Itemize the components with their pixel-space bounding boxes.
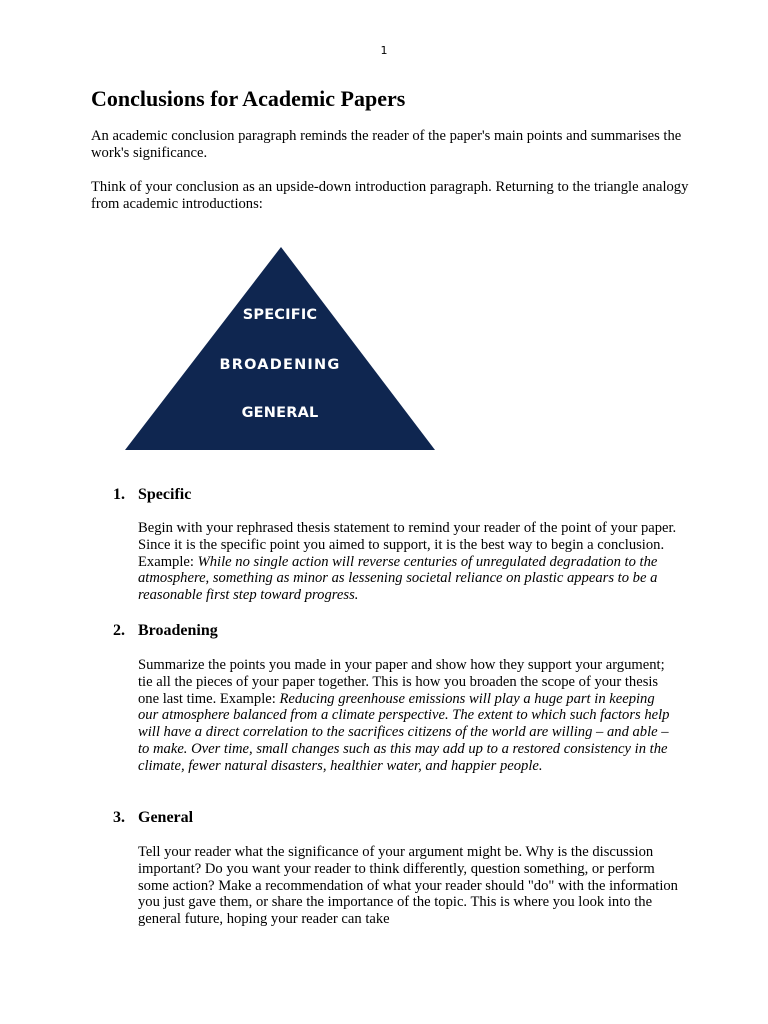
triangle-diagram: [124, 245, 436, 451]
section-heading-broadening: [113, 622, 218, 640]
triangle-label-specific: SPECIFIC: [242, 307, 318, 323]
section-body-specific: [138, 520, 678, 604]
triangle-label-general: GENERAL: [241, 405, 319, 421]
section-body-broadening: [138, 657, 678, 775]
section-number: 3.: [113, 809, 125, 826]
section-title: Specific: [138, 486, 192, 503]
section-body-general: [138, 844, 678, 928]
section-example-text: While no single action will reverse centuries of unregulated degradation to the atmosphere, something as minor as lessening societal reliance on plastic appears to be a reasonable first step toward progress.: [138, 553, 658, 604]
section-example-text: Reducing greenhouse emissions will play a huge part in keeping our atmosphere balanced from a climate perspective. The extent to which such factors help will have a direct correlation to the sacrifices citizens of the world are willing – and able – to make. Over time, small changes such as this may add up to a restored consistency in the climate, fewer natural disasters, healthier water, and happier people.: [138, 690, 670, 774]
page-title: Conclusions for Academic Papers: [91, 86, 406, 111]
section-body-text: Summarize the points you made in your paper and show how they support your argument; tie all the pieces of your paper together. This is how you broaden the scope of your thesis one last time. Example:: [138, 657, 665, 707]
section-body-text: Begin with your rephrased thesis statement to remind your reader of the point of your paper. Since it is the specific point you aimed to support, it is the best way to begin a conclusion. Example:: [138, 520, 677, 570]
section-heading-general: [113, 809, 193, 827]
section-title: General: [138, 809, 194, 826]
section-heading-specific: [113, 486, 191, 504]
intro-paragraph-2: Think of your conclusion as an upside-down introduction paragraph. Returning to the triangle analogy from academic introductions:: [91, 179, 689, 212]
section-number: 2.: [113, 622, 125, 639]
section-body-text: Tell your reader what the significance of your argument might be. Why is the discussion important? Do you want your reader to think differently, question something, or perform some action? Make a recommendation of what your reader should "do" with the information you just gave them, or share the importance of the topic. This is where you look into the general future, hoping your reader can take: [138, 844, 678, 928]
triangle-label-broadening: BROADENING: [219, 357, 341, 373]
section-title: Broadening: [138, 622, 218, 639]
intro-paragraph-1: An academic conclusion paragraph reminds the reader of the paper's main points and summarises the work's significance.: [91, 128, 682, 161]
page-number: 1: [380, 44, 388, 57]
section-number: 1.: [113, 486, 125, 503]
